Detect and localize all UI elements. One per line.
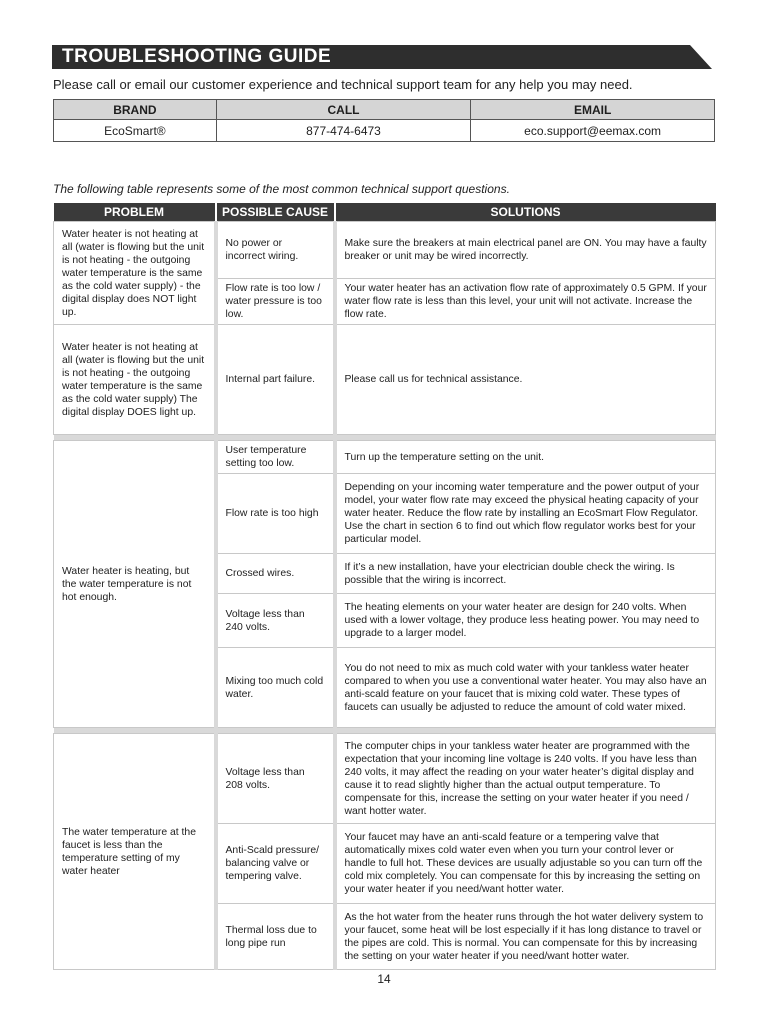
problem-cell: The water temperature at the faucet is less than the temperature setting of my water heater: [54, 734, 216, 970]
problem-cell: Water heater is not heating at all (water is flowing but the unit is not heating - the outgoing water temperature is the same as the cold water supply) - the digital display does NOT light up.: [54, 222, 216, 325]
solution-cell: You do not need to mix as much cold water with your tankless water heater compared to when you use a conventional water heater. You may also have an anti-scald feature on your faucet that is mixing cold water. These types of faucets can usually be adjusted to reduce the amount of cold water mixed.: [335, 648, 716, 728]
solution-cell: As the hot water from the heater runs through the hot water delivery system to your faucet, some heat will be lost especially if it has long distance to travel or the pipes are cold. This is normal. You can compensate for this by increasing the setting on your water heater if you need/want hotter water.: [335, 904, 716, 970]
contact-brand: EcoSmart®: [54, 120, 217, 142]
cause-cell: Internal part failure.: [216, 325, 335, 435]
problem-cell: Water heater is heating, but the water temperature is not hot enough.: [54, 441, 216, 728]
header-problem: PROBLEM: [54, 203, 216, 222]
cause-cell: Thermal loss due to long pipe run: [216, 904, 335, 970]
cause-cell: Anti-Scald pressure/ balancing valve or tempering valve.: [216, 824, 335, 904]
cause-cell: No power or incorrect wiring.: [216, 222, 335, 279]
solution-cell: Make sure the breakers at main electrical panel are ON. You may have a faulty breaker or unit may be wired incorrectly.: [335, 222, 716, 279]
cause-cell: Flow rate is too high: [216, 474, 335, 554]
table-row: [54, 734, 716, 824]
contact-header-brand: BRAND: [54, 100, 217, 120]
page-number: 14: [377, 972, 391, 986]
solution-cell: Please call us for technical assistance.: [335, 325, 716, 435]
contact-email: eco.support@eemax.com: [471, 120, 715, 142]
page-title: TROUBLESHOOTING GUIDE: [62, 46, 332, 67]
cause-cell: Flow rate is too low / water pressure is too low.: [216, 279, 335, 325]
cause-cell: Voltage less than 240 volts.: [216, 594, 335, 648]
header-possible-cause: POSSIBLE CAUSE: [216, 203, 335, 222]
troubleshooting-table: [53, 203, 716, 970]
table-row: [54, 441, 716, 474]
contact-phone: 877-474-6473: [216, 120, 470, 142]
intro-text: Please call or email our customer experience and technical support team for any help you may need.: [53, 77, 633, 92]
cause-cell: Mixing too much cold water.: [216, 648, 335, 728]
problem-cell: Water heater is not heating at all (water is flowing but the unit is not heating - the outgoing water temperature is the same as the cold water supply) The digital display DOES light up.: [54, 325, 216, 435]
solution-cell: Your faucet may have an anti-scald feature or a tempering valve that automatically mixes cold water even when you turn your control lever or handle to full hot. These devices are usually adjustable so you can turn off the cold mix completely. You can compensate for this by increasing the setting on your water heater if you need/want hotter water.: [335, 824, 716, 904]
contact-header-call: CALL: [216, 100, 470, 120]
contact-header-email: EMAIL: [471, 100, 715, 120]
title-bar: [52, 45, 712, 69]
cause-cell: User temperature setting too low.: [216, 441, 335, 474]
table-row: [54, 222, 716, 279]
header-solutions: SOLUTIONS: [335, 203, 716, 222]
table-caption: The following table represents some of the most common technical support questions.: [53, 182, 510, 196]
solution-cell: Turn up the temperature setting on the unit.: [335, 441, 716, 474]
contact-table: [53, 99, 715, 142]
solution-cell: Your water heater has an activation flow rate of approximately 0.5 GPM. If your water flow rate is less than this level, your unit will not activate. Increase the flow rate.: [335, 279, 716, 325]
solution-cell: The computer chips in your tankless water heater are programmed with the expectation that your incoming line voltage is 240 volts. If you have less than 240 volts, it may affect the reading on your water heater’s digital display and cause it to read slightly higher than the actual output temperature. To compensate for this, increase the setting on your water heater if you need / want hotter water.: [335, 734, 716, 824]
cause-cell: Voltage less than 208 volts.: [216, 734, 335, 824]
table-row: [54, 325, 716, 435]
solution-cell: Depending on your incoming water temperature and the power output of your model, your water flow rate may exceed the physical heating capacity of your water heater. Reduce the flow rate by installing an EcoSmart Flow Regulator. Use the chart in section 6 to find out which flow regulator works best for your particular model.: [335, 474, 716, 554]
cause-cell: Crossed wires.: [216, 554, 335, 594]
solution-cell: The heating elements on your water heater are design for 240 volts. When used with a lower voltage, they produce less heating power. You may need to upgrade to a larger model.: [335, 594, 716, 648]
solution-cell: If it’s a new installation, have your electrician double check the wiring. Is possible that the wiring is incorrect.: [335, 554, 716, 594]
